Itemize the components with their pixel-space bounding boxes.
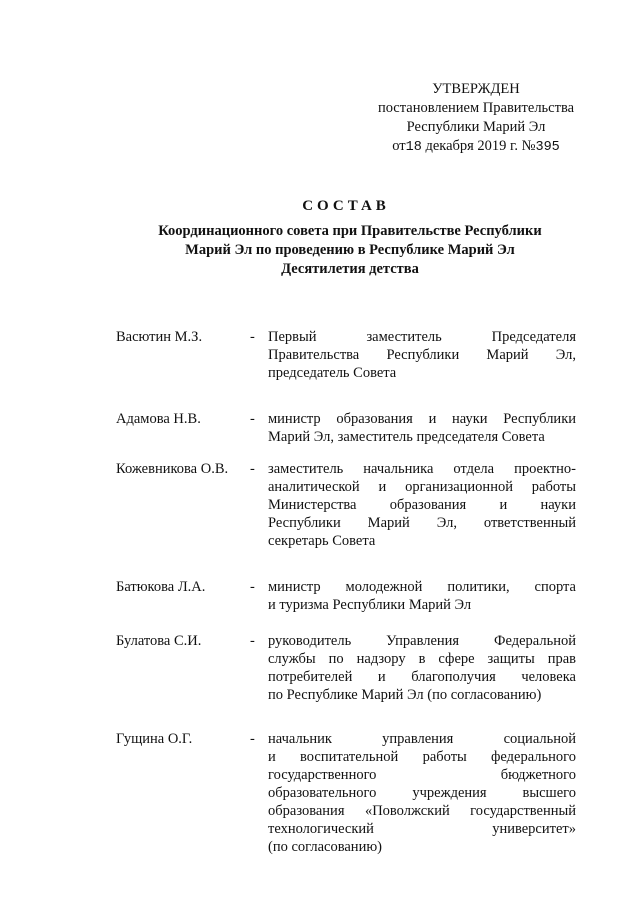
member-role-line: Марий Эл, заместитель председателя Совета (268, 429, 545, 445)
member-role (268, 328, 576, 382)
approval-block (360, 80, 592, 157)
member-role-line: образования «Поволжский государственный (268, 803, 576, 819)
member-entry (116, 632, 576, 704)
member-dash: - (250, 731, 255, 747)
member-role-line: образовательного учреждения высшего (268, 785, 576, 801)
approval-heading: УТВЕРЖДЕН (432, 81, 520, 97)
member-role (268, 460, 576, 550)
member-dash: - (250, 329, 255, 345)
subtitle-line: Координационного совета при Правительстве Республики (158, 223, 542, 239)
member-entry (116, 578, 576, 614)
member-role-line: (по согласованию) (268, 839, 382, 855)
member-role-line: заместитель начальника отдела проектно- (268, 461, 576, 477)
member-dash: - (250, 579, 255, 595)
subtitle-line: Марий Эл по проведению в Республике Марий Эл (185, 242, 515, 258)
member-role-line: руководитель Управления Федеральной (268, 633, 576, 649)
approval-date-prefix: от (392, 138, 406, 154)
member-role-line: министр молодежной политики, спорта (268, 579, 576, 595)
member-role (268, 632, 576, 704)
member-role-line: аналитической и организационной работы (268, 479, 576, 495)
member-role-line: технологический университет» (268, 821, 576, 837)
member-role-line: секретарь Совета (268, 533, 376, 549)
member-role (268, 578, 576, 614)
subtitle-line: Десятилетия детства (281, 261, 419, 277)
member-name: Гущина О.Г. (116, 731, 193, 747)
member-dash: - (250, 461, 255, 477)
member-role-line: Первый заместитель Председателя (268, 329, 576, 345)
member-name: Батюкова Л.А. (116, 579, 206, 595)
member-role (268, 730, 576, 856)
member-entry (116, 730, 576, 856)
member-role-line: потребителей и благополучия человека (268, 669, 576, 685)
member-name: Булатова С.И. (116, 633, 202, 649)
member-role-line: службы по надзору в сфере защиты прав (268, 651, 576, 667)
approval-day: 18 (405, 140, 422, 155)
member-dash: - (250, 633, 255, 649)
member-role-line: начальник управления социальной (268, 731, 576, 747)
member-dash: - (250, 411, 255, 427)
approval-date-line (360, 137, 592, 157)
members-list (116, 328, 576, 856)
member-role-line: по Республике Марий Эл (по согласованию) (268, 687, 542, 703)
member-role-line: государственного бюджетного (268, 767, 576, 783)
approval-decree-line: постановлением Правительства (377, 100, 575, 116)
member-name: Кожевникова О.В. (116, 461, 229, 477)
member-name: Адамова Н.В. (116, 411, 201, 427)
member-role-line: и воспитательной работы федерального (268, 749, 576, 765)
approval-number: 395 (535, 140, 560, 155)
member-role-line: и туризма Республики Марий Эл (268, 597, 472, 613)
member-role (268, 410, 576, 446)
member-role-line: председатель Совета (268, 365, 397, 381)
member-name: Васютин М.З. (116, 329, 203, 345)
member-entry (116, 328, 576, 382)
member-entry (116, 410, 576, 446)
approval-date-rest: декабря 2019 г. № (421, 138, 536, 154)
member-role-line: Республики Марий Эл, ответственный (268, 515, 576, 531)
approval-republic-line: Республики Марий Эл (406, 119, 546, 135)
document-title: СОСТАВ (302, 198, 390, 214)
member-role-line: Правительства Республики Марий Эл, (268, 347, 576, 363)
member-role-line: министр образования и науки Республики (268, 411, 576, 427)
document-subtitle (120, 222, 580, 279)
member-role-line: Министерства образования и науки (268, 497, 576, 513)
member-entry (116, 460, 576, 550)
